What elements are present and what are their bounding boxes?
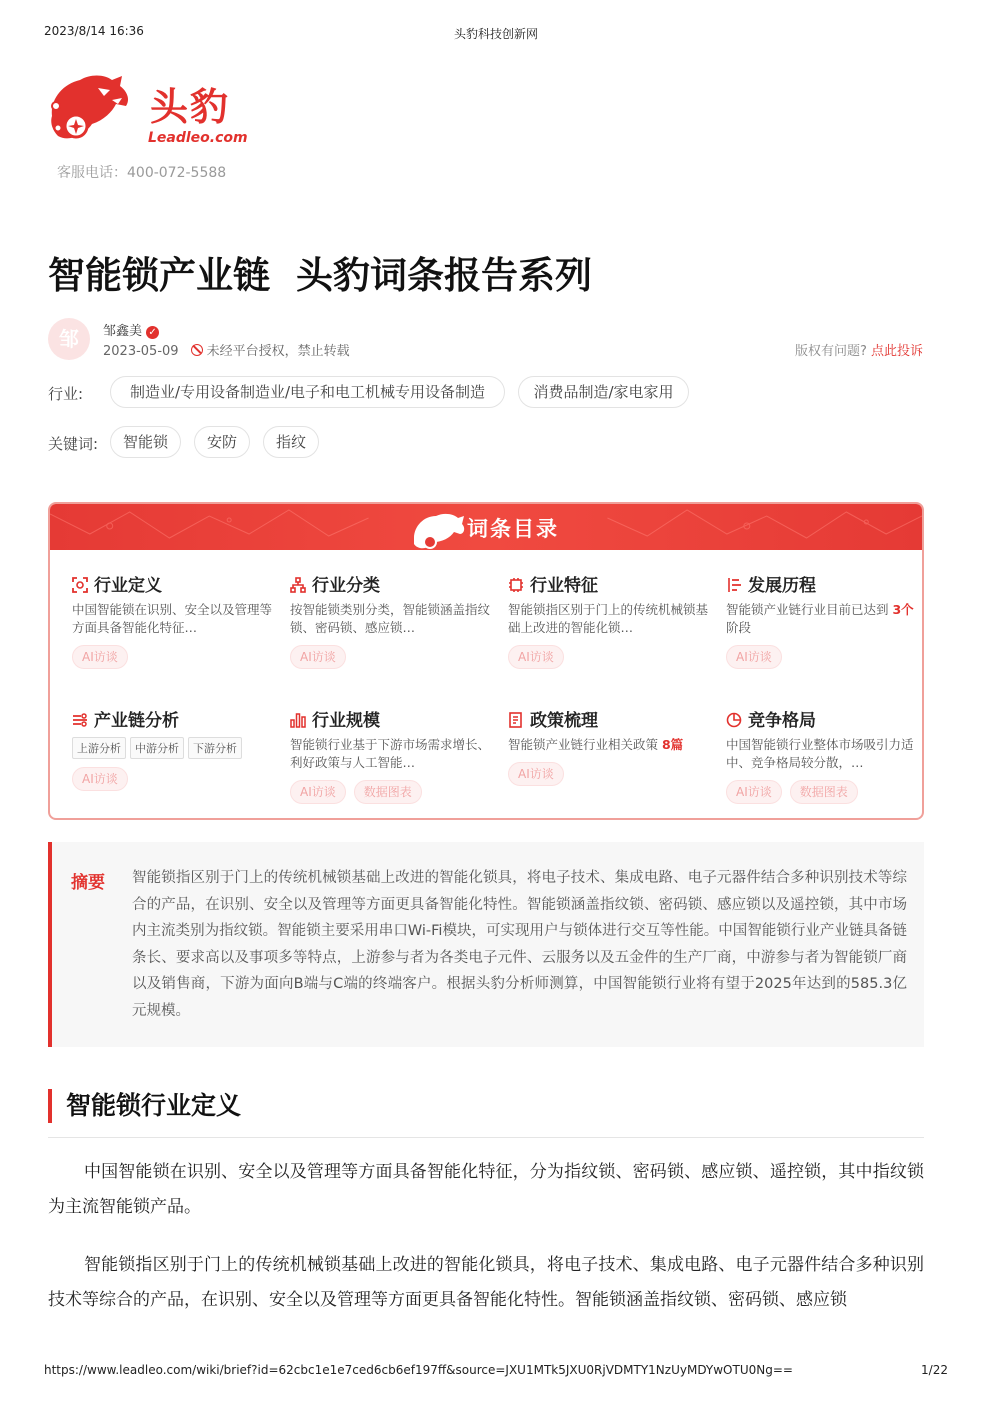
midstream-tag[interactable]: 中游分析 [130, 737, 184, 759]
report-link[interactable]: 点此投诉 [870, 344, 923, 359]
analysis-tags [72, 737, 272, 759]
toc-item-desc: 中国智能锁在识别、安全以及管理等方面具备智能化特征… [72, 602, 273, 635]
toc-item-title: 行业分类 [312, 576, 380, 596]
print-header [44, 24, 948, 42]
upstream-tag[interactable]: 上游分析 [72, 737, 126, 759]
toc-banner [50, 504, 922, 550]
ai-interview-button[interactable]: AI访谈 [290, 780, 346, 804]
keyword-tag[interactable]: 指纹 [263, 426, 319, 458]
brand-logo[interactable] [46, 70, 266, 150]
title-series: 头豹词条报告系列 [296, 254, 592, 297]
flow-icon [72, 712, 88, 728]
toc-item-title: 行业规模 [312, 711, 380, 731]
brand-name-en: Leadleo.com [148, 130, 248, 146]
document-icon [508, 712, 524, 728]
publish-date: 2023-05-09 [103, 344, 179, 359]
ai-interview-button[interactable]: AI访谈 [726, 645, 782, 669]
toc-item-desc: 智能锁指区别于门上的传统机械锁基础上改进的智能化锁… [508, 602, 709, 635]
industry-label: 行业: [48, 385, 84, 403]
brand-name: 头豹 [150, 85, 231, 129]
toc-item-definition[interactable] [72, 574, 272, 669]
copyright-question: 版权有问题? [794, 344, 867, 359]
toc-title: 词条目录 [467, 517, 559, 541]
author-name[interactable]: 邹鑫美 [103, 324, 143, 339]
scan-icon [72, 577, 88, 593]
data-chart-button[interactable]: 数据图表 [790, 780, 858, 804]
toc-item-title: 竞争格局 [748, 711, 816, 731]
timeline-icon [726, 577, 742, 593]
toc-item-desc: 按智能锁类别分类，智能锁涵盖指纹锁、密码锁、感应锁… [290, 602, 491, 635]
toc-item-title: 行业特征 [530, 576, 598, 596]
prohibited-icon [191, 344, 203, 356]
leopard-logo-icon [46, 70, 134, 146]
bar-chart-icon [290, 712, 306, 728]
service-phone: 客服电话：400-072-5588 [57, 165, 227, 181]
data-chart-button[interactable]: 数据图表 [354, 780, 422, 804]
industry-tag[interactable]: 消费品制造/家电家用 [518, 376, 689, 408]
body-paragraph: 智能锁指区别于门上的传统机械锁基础上改进的智能化锁具，将电子技术、集成电路、电子元器件结合多种识别技术等综合的产品，在识别、安全以及管理等方面更具备智能化特性。智能锁涵盖指纹锁、密码锁、感应锁 [48, 1255, 924, 1310]
page-url: https://www.leadleo.com/wiki/brief?id=62cbc1e1e7ced6cb6ef197ff&source=JXU1MTk5JXU0RjVDMTY1NzUyMDYwOTU0Ng== [44, 1363, 793, 1377]
pie-chart-icon [726, 712, 742, 728]
page-title [48, 245, 592, 299]
toc-item-desc: 智能锁行业基于下游市场需求增长、利好政策与人工智能… [290, 737, 491, 770]
ai-interview-button[interactable]: AI访谈 [290, 645, 346, 669]
section-title: 智能锁行业定义 [48, 1089, 241, 1123]
toc-item-desc: 中国智能锁行业整体市场吸引力适中、竞争格局较分散，… [726, 737, 914, 770]
print-site-title: 头豹科技创新网 [453, 27, 538, 41]
ai-interview-button[interactable]: AI访谈 [508, 762, 564, 786]
ai-interview-button[interactable]: AI访谈 [726, 780, 782, 804]
toc-item-chain-analysis[interactable] [72, 709, 272, 791]
keyword-tag[interactable]: 安防 [194, 426, 250, 458]
author-meta [103, 340, 350, 359]
title-main: 智能锁产业链 [48, 254, 270, 297]
toc-item-classification[interactable] [290, 574, 490, 669]
toc-item-desc: 智能锁产业链行业相关政策 8篇 [508, 737, 684, 752]
author-info [103, 320, 159, 339]
toc-panel [48, 502, 924, 820]
toc-item-title: 政策梳理 [530, 711, 598, 731]
page-number: 1/22 [921, 1363, 948, 1377]
toc-item-competition[interactable] [726, 709, 924, 804]
abstract-label: 摘要 [71, 873, 105, 893]
industry-tag[interactable]: 制造业/专用设备制造业/电子和电工机械专用设备制造 [110, 376, 505, 408]
ai-interview-button[interactable]: AI访谈 [72, 767, 128, 791]
toc-item-features[interactable] [508, 574, 708, 669]
keyword-tag[interactable]: 智能锁 [110, 426, 181, 458]
toc-item-desc: 智能锁产业链行业目前已达到 3个阶段 [726, 602, 914, 635]
downstream-tag[interactable]: 下游分析 [188, 737, 242, 759]
ai-interview-button[interactable]: AI访谈 [72, 645, 128, 669]
abstract-box [48, 842, 924, 1047]
toc-item-history[interactable] [726, 574, 924, 669]
toc-item-title: 发展历程 [748, 576, 816, 596]
chip-icon [508, 577, 524, 593]
ai-interview-button[interactable]: AI访谈 [508, 645, 564, 669]
print-datetime: 2023/8/14 16:36 [44, 24, 144, 38]
verified-badge-icon: ✓ [146, 326, 159, 339]
keywords-label: 关键词: [48, 435, 99, 453]
hierarchy-icon [290, 577, 306, 593]
toc-item-policy[interactable] [508, 709, 708, 786]
author-avatar[interactable]: 邹 [48, 318, 90, 360]
section-divider [48, 1137, 924, 1138]
toc-item-title: 行业定义 [94, 576, 162, 596]
copyright-notice [795, 340, 923, 359]
toc-item-scale[interactable] [290, 709, 490, 804]
body-paragraph: 中国智能锁在识别、安全以及管理等方面具备智能化特征，分为指纹锁、密码锁、感应锁、遥控锁，其中指纹锁为主流智能锁产品。 [48, 1162, 924, 1217]
abstract-text: 智能锁指区别于门上的传统机械锁基础上改进的智能化锁具，将电子技术、集成电路、电子元器件结合多种识别技术等综合的产品，在识别、安全以及管理等方面更具备智能化特性。智能锁涵盖指纹锁、密码锁、感应锁以及遥控锁，其中市场内主流类别为指纹锁。智能锁主要采用串口Wi-Fi模块，可实现用户与锁体进行交互等性能。中国智能锁行业产业链具备链条长、要求高以及事项多等特点，上游参与者为各类电子元件、云服务以及五金件的生产厂商，中游参与者为智能锁厂商以及销售商，下游为面向B端与C端的终端客户。根据头豹分析师测算，中国智能锁行业将有望于2025年达到的585.3亿元规模。 [132, 870, 907, 1019]
license-notice: 未经平台授权，禁止转载 [206, 344, 350, 359]
toc-item-title: 产业链分析 [94, 711, 179, 731]
